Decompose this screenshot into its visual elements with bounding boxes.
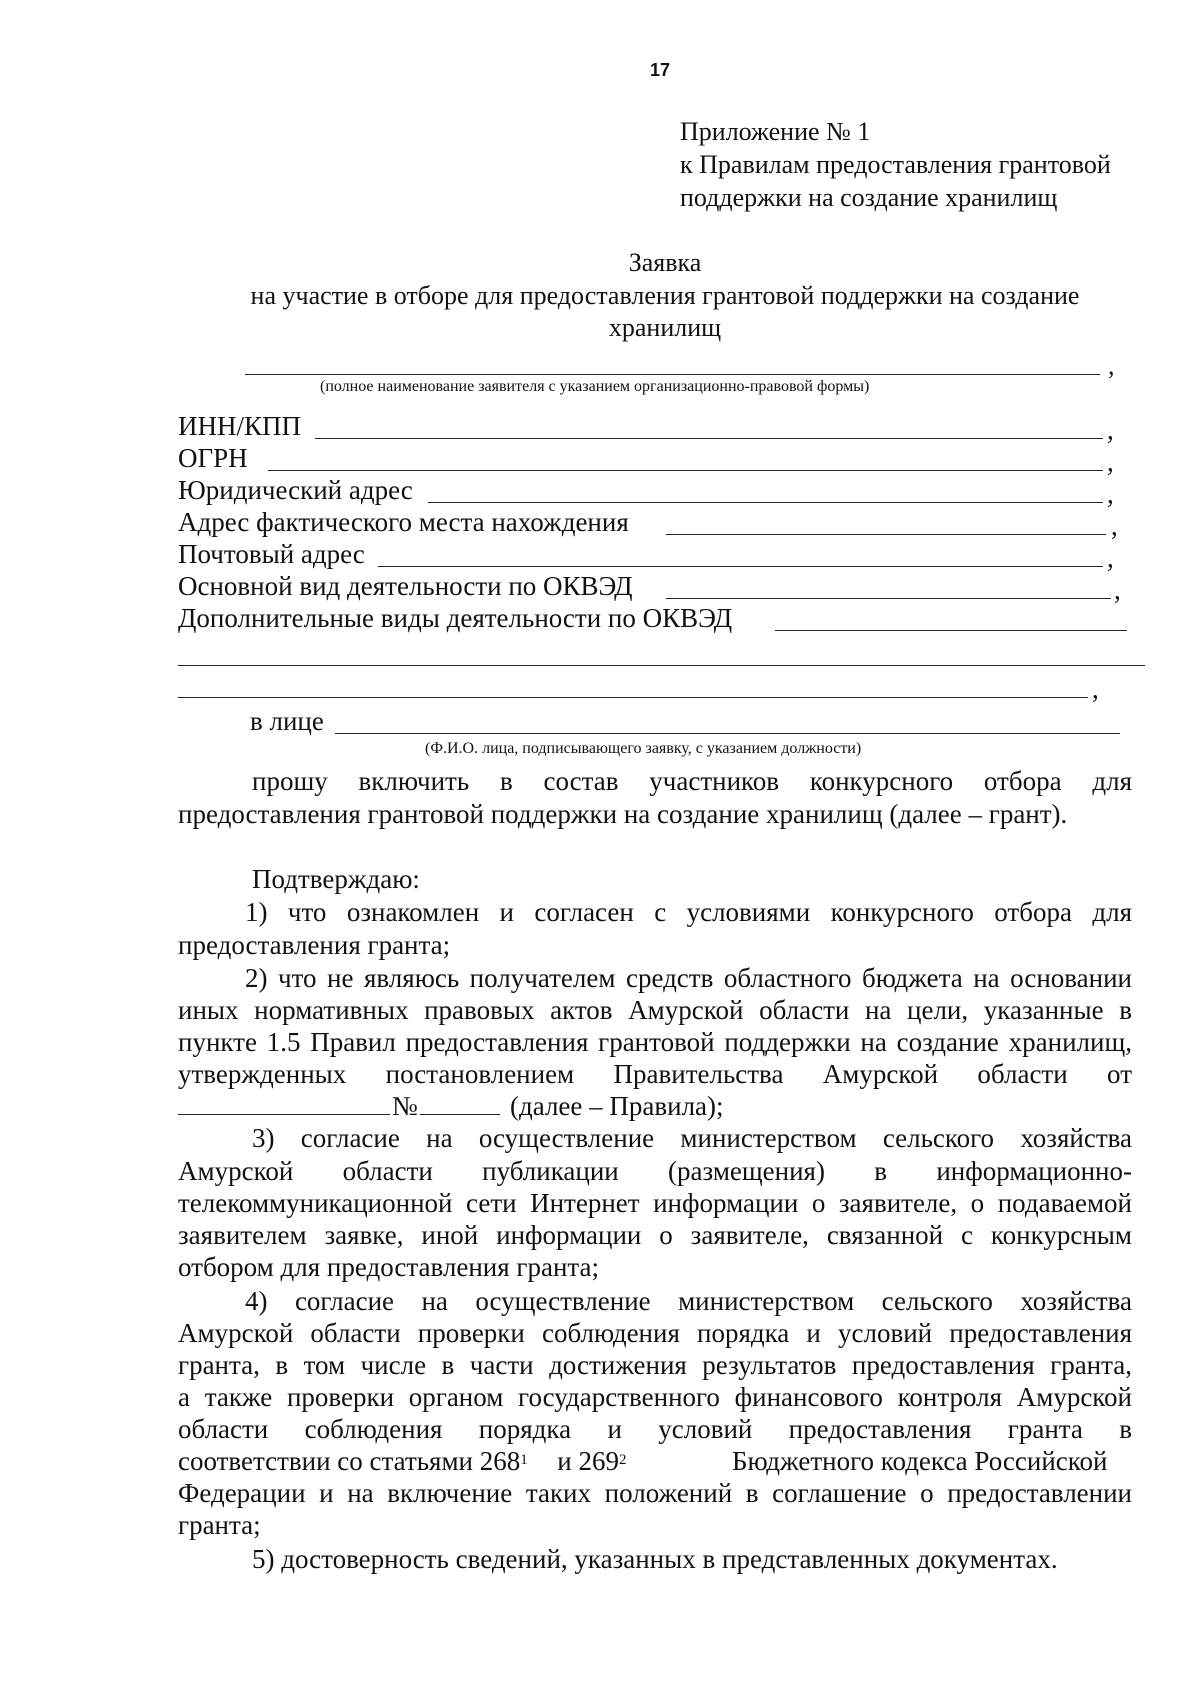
field-actual-address-blank[interactable] xyxy=(666,534,1106,535)
applicant-name-blank[interactable] xyxy=(245,374,1100,375)
field-main-okved-blank[interactable] xyxy=(666,598,1111,599)
field-ogrn-blank[interactable] xyxy=(268,470,1103,471)
item-2-number-blank[interactable] xyxy=(420,1114,500,1115)
field-inn-kpp-label: ИНН/КПП xyxy=(178,411,302,441)
item-4-line-6-part-b: и 269 xyxy=(557,1446,619,1476)
extra-okved-blank-3[interactable] xyxy=(178,697,1088,698)
confirm-heading: Подтверждаю: xyxy=(252,864,420,894)
field-legal-address-comma: , xyxy=(1107,479,1114,509)
document-subtitle-line-1: на участие в отборе для предоставления грантовой поддержки на создание xyxy=(250,281,1080,310)
field-inn-kpp-blank[interactable] xyxy=(315,438,1103,439)
item-2-line-2: иных нормативных правовых актов Амурской области на цели, указанные в xyxy=(178,995,1132,1025)
item-4-line-7: Федерации и на включение таких положений в соглашение о предоставлении xyxy=(178,1478,1132,1508)
field-ogrn-comma: , xyxy=(1107,447,1114,477)
field-postal-address-comma: , xyxy=(1107,543,1114,573)
annex-line-1: Приложение № 1 xyxy=(680,117,871,146)
annex-line-3: поддержки на создание хранилищ xyxy=(680,183,1058,212)
item-2-line-3: пункте 1.5 Правил предоставления грантовой поддержки на создание хранилищ, xyxy=(178,1027,1132,1057)
field-actual-address-comma: , xyxy=(1111,511,1118,541)
item-1-line-1: 1) что ознакомлен и согласен с условиями конкурсного отбора для xyxy=(245,897,1132,927)
superscript-2: 2 xyxy=(618,1452,627,1468)
item-2-line-4: утвержденных постановлением Правительства Амурской области от xyxy=(178,1059,1132,1089)
item-4-line-8: гранта; xyxy=(178,1510,261,1540)
item-3-line-2: Амурской области публикации (размещения) в информационно- xyxy=(178,1156,1132,1186)
field-postal-address-label: Почтовый адрес xyxy=(178,539,365,569)
in-person-label: в лице xyxy=(250,706,324,736)
superscript-1: 1 xyxy=(520,1452,528,1468)
item-5: 5) достоверность сведений, указанных в представленных документах. xyxy=(252,1544,1058,1574)
item-4-line-4: а также проверки органом государственного финансового контроля Амурской xyxy=(178,1382,1132,1412)
item-4-line-2: Амурской области проверки соблюдения порядка и условий предоставления xyxy=(178,1318,1132,1348)
item-2-date-blank[interactable] xyxy=(178,1114,390,1115)
field-extra-okved-blank[interactable] xyxy=(775,630,1127,631)
in-person-blank[interactable] xyxy=(335,733,1120,734)
item-3-line-3: телекоммуникационной сети Интернет информации о заявителе, о подаваемой xyxy=(178,1188,1132,1218)
field-extra-okved-label: Дополнительные виды деятельности по ОКВЭД xyxy=(178,603,733,633)
document-subtitle-line-2: хранилищ xyxy=(608,313,722,342)
item-4-line-6-part-c: Бюджетного кодекса Российской xyxy=(732,1446,1108,1476)
item-2-number-sign: № xyxy=(392,1091,418,1121)
item-4-line-6-part-a: соответствии со статьями 268 xyxy=(178,1446,521,1476)
field-postal-address-blank[interactable] xyxy=(378,566,1103,567)
document-title: Заявка xyxy=(628,248,702,277)
field-main-okved-comma: , xyxy=(1114,575,1121,605)
item-4-line-1: 4) согласие на осуществление министерством сельского хозяйства xyxy=(245,1286,1132,1316)
annex-line-2: к Правилам предоставления грантовой xyxy=(680,150,1111,179)
page-number: 17 xyxy=(650,60,671,80)
field-inn-kpp-comma: , xyxy=(1107,415,1114,445)
item-4-line-5: области соблюдения порядка и условий предоставления гранта в xyxy=(178,1414,1132,1444)
item-3-line-4: заявителем заявке, иной информации о заявителе, связанной с конкурсным xyxy=(178,1220,1132,1250)
request-line-1: прошу включить в состав участников конкурсного отбора для xyxy=(252,766,1132,796)
extra-okved-blank-2[interactable] xyxy=(178,665,1145,666)
applicant-comma: , xyxy=(1108,351,1115,380)
extra-okved-comma: , xyxy=(1092,674,1099,704)
in-person-caption: (Ф.И.О. лица, подписывающего заявку, с указанием должности) xyxy=(425,740,862,757)
item-3-line-5: отбором для предоставления гранта; xyxy=(178,1252,600,1282)
field-ogrn-label: ОГРН xyxy=(178,443,248,473)
field-actual-address-label: Адрес фактического места нахождения xyxy=(178,507,629,537)
item-4-line-3: гранта, в том числе в части достижения результатов предоставления гранта, xyxy=(178,1350,1132,1380)
item-2-line-5-tail: (далее – Правила); xyxy=(510,1091,724,1121)
field-main-okved-label: Основной вид деятельности по ОКВЭД xyxy=(178,571,633,601)
field-legal-address-blank[interactable] xyxy=(428,502,1103,503)
item-1-line-2: предоставления гранта; xyxy=(178,930,451,960)
field-legal-address-label: Юридический адрес xyxy=(178,475,413,505)
item-3-line-1: 3) согласие на осуществление министерством сельского хозяйства xyxy=(252,1123,1132,1153)
request-line-2: предоставления грантовой поддержки на создание хранилищ (далее – грант). xyxy=(178,799,1068,829)
item-2-line-1: 2) что не являюсь получателем средств областного бюджета на основании xyxy=(245,963,1132,993)
applicant-caption: (полное наименование заявителя с указанием организационно-правовой формы) xyxy=(320,378,870,395)
